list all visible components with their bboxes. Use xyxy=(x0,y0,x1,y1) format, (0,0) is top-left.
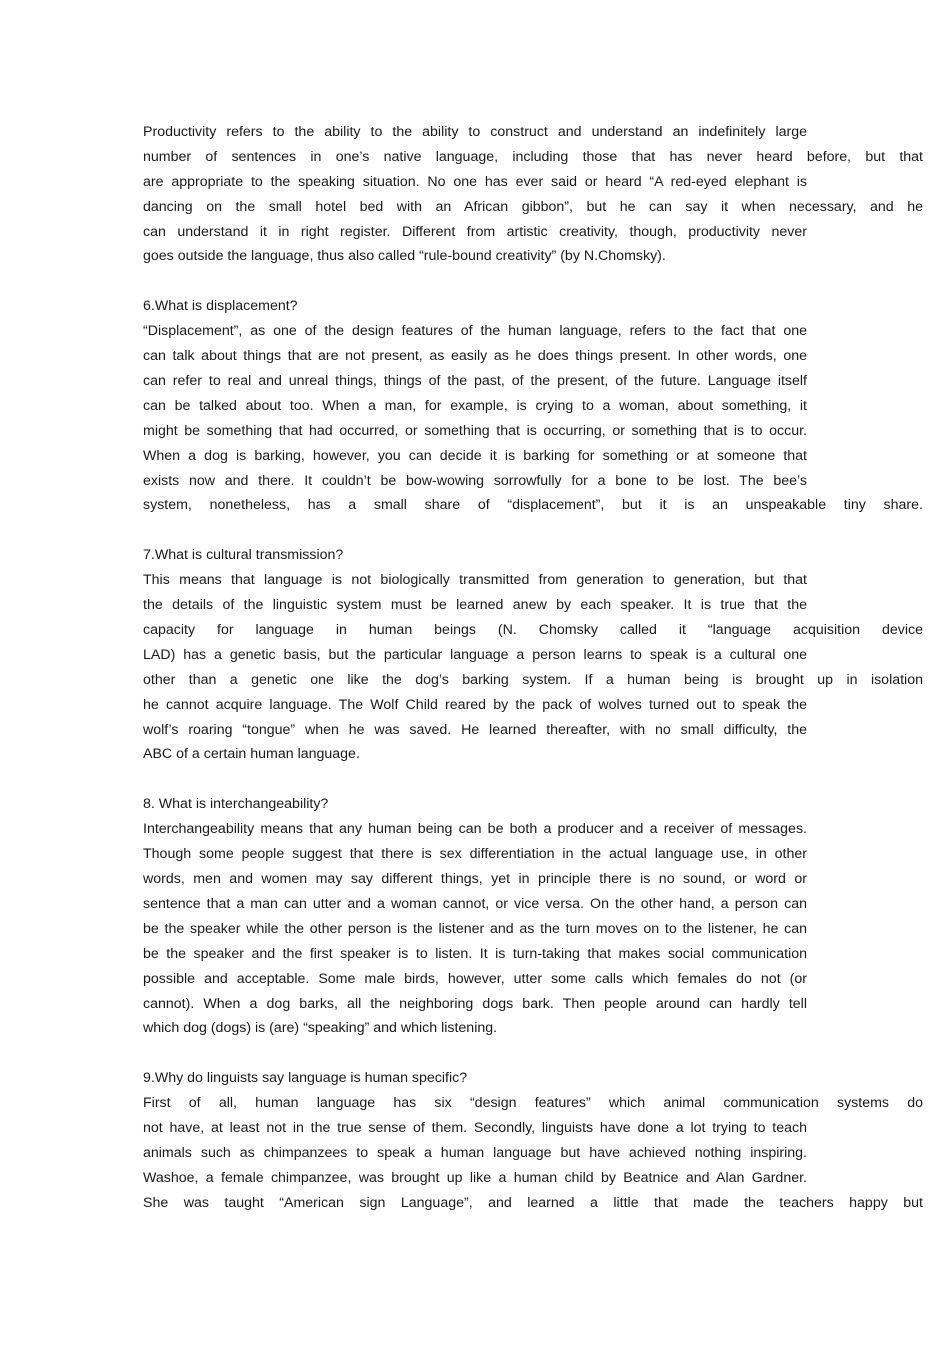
text-line: system, nonetheless, has a small share of “displacement”, but it is an unspeakable tiny share. xyxy=(143,497,923,514)
section-cultural-transmission xyxy=(143,543,933,767)
text-line: the details of the linguistic system must be learned anew by each speaker. It is true that the xyxy=(143,597,807,614)
section-heading: 7.What is cultural transmission? xyxy=(143,547,344,564)
text-line: he cannot acquire language. The Wolf Child reared by the pack of wolves turned out to speak the xyxy=(143,696,807,713)
paragraph-gap xyxy=(143,767,933,792)
text-line: can talk about things that are not present, as easily as he does things present. In other words, one xyxy=(143,348,807,365)
paragraph-gap xyxy=(143,269,933,294)
text-line: “Displacement”, as one of the design features of the human language, refers to the fact that one xyxy=(143,323,807,340)
text-line: sentence that a man can utter and a woman cannot, or vice versa. On the other hand, a person can xyxy=(143,895,807,912)
text-line: be the speaker while the other person is the listener and as the turn moves on to the listener, he can xyxy=(143,920,807,937)
text-line: goes outside the language, thus also called “rule-bound creativity” (by N.Chomsky). xyxy=(143,248,666,265)
section-heading: 8. What is interchangeability? xyxy=(143,796,329,813)
text-line: can understand it in right register. Different from artistic creativity, though, productivity never xyxy=(143,223,807,240)
section-displacement xyxy=(143,294,933,518)
text-line: First of all, human language has six “design features” which animal communication systems do xyxy=(143,1095,923,1112)
text-line: Washoe, a female chimpanzee, was brought up like a human child by Beatnice and Alan Gardner. xyxy=(143,1169,807,1186)
text-line: dancing on the small hotel bed with an African gibbon”, but he can say it when necessary, and he xyxy=(143,198,923,215)
text-line: be the speaker and the first speaker is to listen. It is turn-taking that makes social communication xyxy=(143,945,807,962)
section-heading: 6.What is displacement? xyxy=(143,298,298,315)
section-heading: 9.Why do linguists say language is human specific? xyxy=(143,1070,468,1087)
paragraph-gap xyxy=(143,518,933,543)
text-line: cannot). When a dog barks, all the neighboring dogs bark. Then people around can hardly tell xyxy=(143,995,807,1012)
text-line: are appropriate to the speaking situation. No one has ever said or heard “A red-eyed elephant is xyxy=(143,173,807,190)
text-line: Interchangeability means that any human being can be both a producer and a receiver of messages. xyxy=(143,821,807,838)
text-line: number of sentences in one’s native language, including those that has never heard before, but that xyxy=(143,148,923,165)
text-line: Though some people suggest that there is sex differentiation in the actual language use, in other xyxy=(143,846,807,863)
paragraph-gap xyxy=(143,1041,933,1066)
text-line: Productivity refers to the ability to the ability to construct and understand an indefinitely large xyxy=(143,124,807,140)
text-line: might be something that had occurred, or something that is occurring, or something that is to occur. xyxy=(143,422,807,439)
text-line: She was taught “American sign Language”, and learned a little that made the teachers happy but xyxy=(143,1194,923,1211)
text-line: not have, at least not in the true sense of them. Secondly, linguists have done a lot trying to teach xyxy=(143,1120,807,1137)
text-line: can refer to real and unreal things, things of the past, of the present, of the future. Language itself xyxy=(143,373,807,390)
text-line: This means that language is not biologically transmitted from generation to generation, but that xyxy=(143,572,807,589)
text-line: animals such as chimpanzees to speak a human language but have achieved nothing inspiring. xyxy=(143,1144,807,1161)
text-line: possible and acceptable. Some male birds, however, utter some calls which females do not (or xyxy=(143,970,807,987)
text-line: capacity for language in human beings (N. Chomsky called it “language acquisition device xyxy=(143,622,923,639)
section-interchangeability xyxy=(143,792,933,1041)
document-body xyxy=(143,120,933,1216)
section-human-specific xyxy=(143,1066,933,1215)
text-line: which dog (dogs) is (are) “speaking” and which listening. xyxy=(143,1020,498,1037)
paragraph-productivity xyxy=(143,120,933,269)
text-line: When a dog is barking, however, you can decide it is barking for something or at someone that xyxy=(143,447,807,464)
text-line: exists now and there. It couldn’t be bow-wowing sorrowfully for a bone to be lost. The bee’s xyxy=(143,472,807,489)
text-line: ABC of a certain human language. xyxy=(143,746,360,763)
text-line: can be talked about too. When a man, for example, is crying to a woman, about something, it xyxy=(143,397,807,414)
text-line: LAD) has a genetic basis, but the particular language a person learns to speak is a cultural one xyxy=(143,646,807,663)
text-line: other than a genetic one like the dog’s barking system. If a human being is brought up in isolation xyxy=(143,671,923,688)
text-line: words, men and women may say different things, yet in principle there is no sound, or word or xyxy=(143,871,807,888)
text-line: wolf’s roaring “tongue” when he was saved. He learned thereafter, with no small difficulty, the xyxy=(143,721,807,738)
